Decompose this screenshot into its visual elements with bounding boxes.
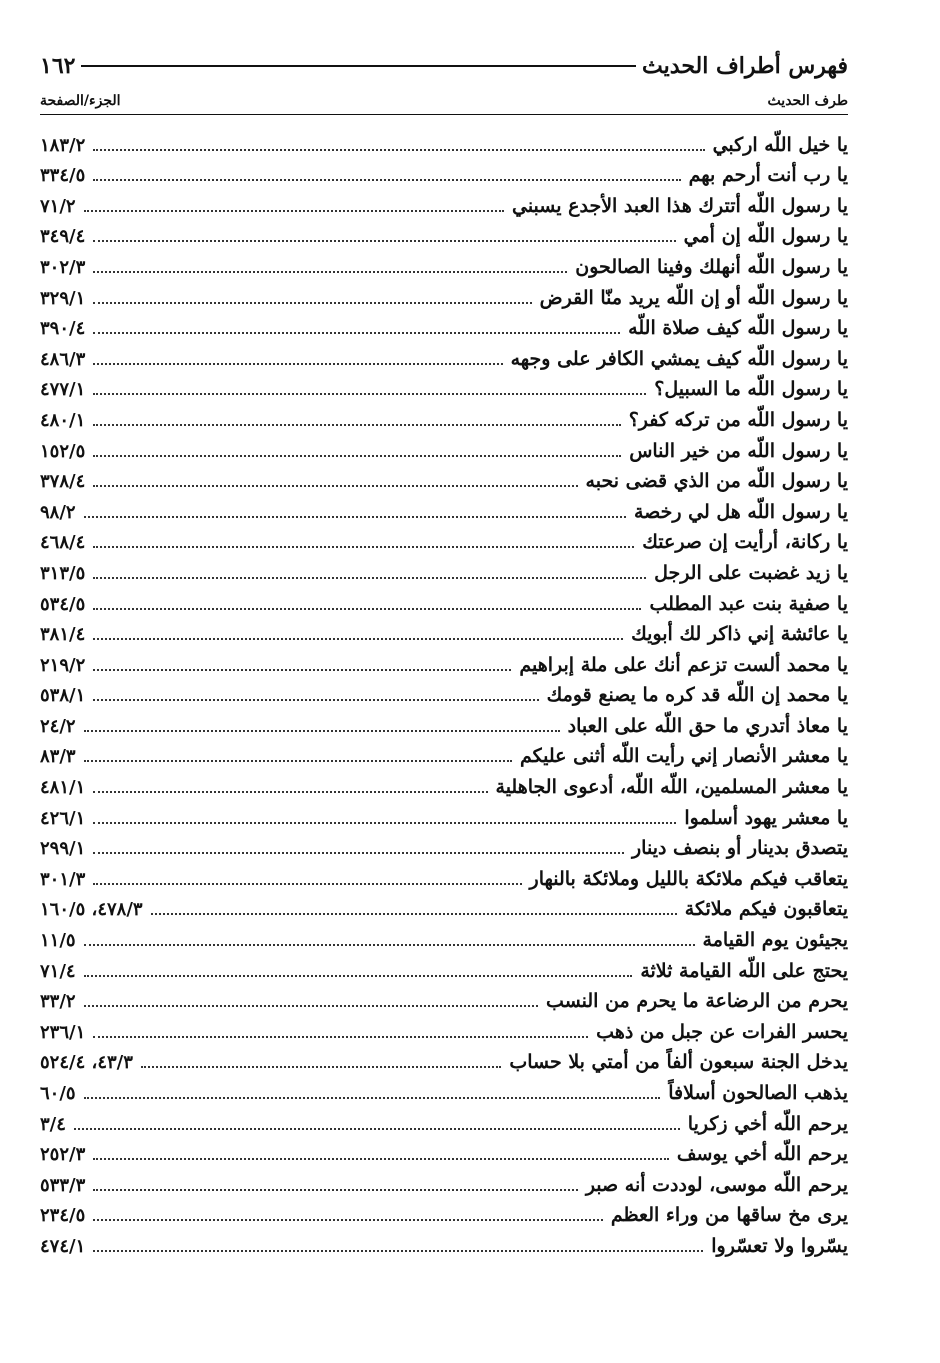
column-label-volume-page: الجزء/الصفحة [40, 93, 121, 109]
list-item [40, 1014, 848, 1045]
volume-page-ref: ١١/٥ [40, 930, 76, 952]
running-title: فهرس أطراف الحديث [642, 53, 848, 79]
dot-leader [93, 669, 511, 671]
volume-page-ref: ٢٤/٢ [40, 715, 76, 737]
hadith-incipit: يرحم اللّه أخي يوسف [676, 1143, 848, 1166]
hadith-incipit: يا رسول اللّه إن أمي [683, 225, 848, 248]
dot-leader [84, 1097, 661, 1099]
volume-page-ref: ٣١٣/٥ [40, 562, 86, 584]
dot-leader [93, 424, 620, 426]
hadith-incipit: يا معاذ أتدري ما حق اللّه على العباد [567, 714, 848, 737]
hadith-incipit: يا رسول اللّه أو إن اللّه يريد منّا القرض [539, 286, 848, 309]
hadith-incipit: يتعاقبون فيكم ملائكة [684, 898, 848, 921]
dot-leader [93, 852, 624, 854]
dot-leader [93, 883, 521, 885]
hadith-incipit: يا رسول اللّه من الذي قضى نحبه [585, 470, 848, 493]
list-item [40, 219, 848, 250]
volume-page-ref: ٢٥٢/٣ [40, 1144, 86, 1166]
hadith-incipit: يا رب أنت أرحم بهم [688, 164, 848, 187]
dot-leader [93, 302, 531, 304]
hadith-incipit: يدخل الجنة سبعون ألفاً من أمتي بلا حساب [509, 1051, 848, 1074]
list-item [40, 892, 848, 923]
list-item [40, 341, 848, 372]
volume-page-ref: ٢٩٩/١ [40, 838, 86, 860]
dot-leader [93, 240, 675, 242]
dot-leader [93, 149, 704, 151]
volume-page-ref: ٣٤٩/٤ [40, 226, 86, 248]
list-item [40, 831, 848, 862]
volume-page-ref: ٣٠١/٣ [40, 868, 86, 890]
volume-page-ref: ٦٠/٥ [40, 1083, 76, 1104]
dot-leader [151, 913, 677, 915]
hadith-incipit: يا رسول اللّه من خير الناس [629, 439, 848, 462]
list-item [40, 708, 848, 739]
dot-leader [93, 546, 634, 548]
dot-leader [84, 1005, 538, 1007]
hadith-incipit: يحسر الفرات عن جبل من ذهب [596, 1020, 848, 1043]
dot-leader [93, 485, 577, 487]
volume-page-ref: ١٨٣/٢ [40, 134, 86, 156]
dot-leader [84, 730, 560, 732]
dot-leader [93, 1158, 669, 1160]
volume-page-ref: ٣/٤ [40, 1113, 66, 1135]
list-item [40, 555, 848, 586]
page-number: ١٦٢ [40, 53, 76, 79]
volume-page-ref: ٧١/٢ [40, 195, 76, 217]
hadith-incipit: يرحم اللّه أخي زكريا [687, 1112, 848, 1135]
volume-page-ref: ٤٨٦/٣ [40, 348, 86, 370]
hadith-incipit: يا رسول اللّه أنهلك وفينا الصالحون [575, 255, 848, 278]
hadith-incipit: يا رسول اللّه ما السبيل؟ [654, 378, 848, 401]
dot-leader [93, 608, 641, 610]
list-item [40, 1167, 848, 1198]
volume-page-ref: ٣٩٠/٤ [40, 318, 86, 340]
column-heading [40, 88, 848, 115]
hadith-incipit: يتصدق بدينار أو بنصف دينار [632, 837, 848, 860]
hadith-incipit: يا عائشة إني ذاكر لك أبويك [631, 623, 848, 646]
column-label-hadith: طرف الحديث [767, 93, 848, 109]
volume-page-ref: ٤٦٨/٤ [40, 532, 86, 554]
dot-leader [84, 516, 626, 518]
volume-page-ref: ٣٣٤/٥ [40, 165, 86, 187]
hadith-incipit: يجيئون يوم القيامة [702, 929, 848, 952]
list-item [40, 1106, 848, 1137]
list-item [40, 984, 848, 1015]
volume-page-ref: ٤٢٦/١ [40, 807, 86, 829]
list-item [40, 464, 848, 495]
list-item [40, 494, 848, 525]
list-item [40, 372, 848, 403]
list-item [40, 158, 848, 189]
dot-leader [93, 271, 567, 273]
volume-page-ref: ٣٢٩/١ [40, 287, 86, 309]
header-rule [81, 65, 636, 67]
hadith-incipit: يا رسول اللّه كيف صلاة اللّه [628, 317, 848, 340]
dot-leader [93, 1250, 703, 1252]
list-item [40, 647, 848, 678]
volume-page-ref: ٤٣/٣، ٥٢٤/٤ [40, 1052, 133, 1074]
dot-leader [93, 699, 538, 701]
volume-page-ref: ٣٧٨/٤ [40, 471, 86, 493]
volume-page-ref: ٥٣٣/٣ [40, 1174, 86, 1196]
hadith-incipit: يا رسول اللّه من تركه كفر؟ [628, 408, 848, 431]
hadith-incipit: يرحم اللّه موسى، لوددت أنه صبر [585, 1173, 848, 1196]
dot-leader [93, 577, 646, 579]
volume-page-ref: ٢٣٦/١ [40, 1021, 86, 1043]
hadith-incipit: يحتج على اللّه القيامة ثلاثة [640, 959, 848, 982]
dot-leader [141, 1066, 501, 1068]
dot-leader [93, 1036, 588, 1038]
volume-page-ref: ٤٨٠/١ [40, 409, 86, 431]
list-item [40, 188, 848, 219]
volume-page-ref: ٢٣٤/٥ [40, 1205, 86, 1227]
volume-page-ref: ٣٣/٢ [40, 991, 76, 1013]
dot-leader [93, 638, 623, 640]
dot-leader [84, 944, 695, 946]
hadith-incipit: يا زيد غضبت على الرجل [654, 561, 848, 584]
hadith-incipit: يا معشر يهود أسلموا [684, 806, 848, 829]
dot-leader [74, 1128, 680, 1130]
volume-page-ref: ٤٧٨/٣، ١٦٠/٥ [40, 899, 143, 921]
list-item [40, 678, 848, 709]
list-item [40, 433, 848, 464]
dot-leader [93, 791, 487, 793]
volume-page-ref: ١٥٢/٥ [40, 440, 86, 462]
list-item [40, 127, 848, 158]
volume-page-ref: ٧١/٤ [40, 960, 76, 982]
hadith-incipit: يا رسول اللّه كيف يمشي الكافر على وجهه [510, 347, 848, 370]
hadith-incipit: يا معشر المسلمين، اللّه اللّه، أدعوى الجاهلية [495, 776, 848, 799]
hadith-incipit: يسّروا ولا تعسّروا [711, 1234, 848, 1257]
list-item [40, 1137, 848, 1168]
volume-page-ref: ٨٣/٣ [40, 746, 76, 768]
hadith-incipit: يا رسول اللّه هل لي رخصة [633, 500, 848, 523]
hadith-incipit: يذهب الصالحون أسلافاً [668, 1082, 848, 1104]
dot-leader [93, 363, 502, 365]
dot-leader [93, 822, 676, 824]
volume-page-ref: ٣٨١/٤ [40, 624, 86, 646]
list-item [40, 800, 848, 831]
hadith-incipit: يا محمد ألست تزعم أنك على ملة إبراهيم [519, 653, 848, 676]
list-item [40, 1045, 848, 1076]
dot-leader [84, 975, 633, 977]
dot-leader [93, 393, 646, 395]
dot-leader [93, 1219, 603, 1221]
hadith-index-list [40, 127, 848, 1259]
list-item [40, 280, 848, 311]
volume-page-ref: ٥٣٤/٥ [40, 593, 86, 615]
list-item [40, 953, 848, 984]
list-item [40, 249, 848, 280]
dot-leader [84, 210, 504, 212]
hadith-incipit: يا رسول اللّه أتترك هذا العبد الأجدع يسبني [511, 194, 848, 217]
hadith-incipit: يرى مخ ساقها من وراء العظم [610, 1204, 848, 1227]
list-item [40, 586, 848, 617]
dot-leader [93, 179, 680, 181]
volume-page-ref: ٣٠٢/٣ [40, 256, 86, 278]
volume-page-ref: ٤٨١/١ [40, 777, 86, 799]
running-header [40, 50, 848, 82]
hadith-incipit: يا معشر الأنصار إني رأيت اللّه أثنى عليكم [520, 745, 848, 768]
hadith-incipit: يا صفية بنت عبد المطلب [649, 592, 848, 615]
list-item [40, 402, 848, 433]
hadith-incipit: يحرم من الرضاعة ما يحرم من النسب [546, 990, 848, 1013]
dot-leader [93, 1189, 578, 1191]
list-item [40, 769, 848, 800]
volume-page-ref: ٢١٩/٢ [40, 654, 86, 676]
list-item [40, 922, 848, 953]
list-item [40, 1198, 848, 1229]
list-item [40, 525, 848, 556]
list-item [40, 1075, 848, 1106]
hadith-incipit: يا ركانة، أرأيت إن صرعتك [642, 531, 848, 554]
volume-page-ref: ٩٨/٢ [40, 501, 76, 523]
list-item [40, 861, 848, 892]
dot-leader [93, 455, 621, 457]
list-item [40, 617, 848, 648]
volume-page-ref: ٥٣٨/١ [40, 685, 86, 707]
dot-leader [84, 760, 512, 762]
volume-page-ref: ٤٧٤/١ [40, 1235, 86, 1257]
hadith-incipit: يتعاقب فيكم ملائكة بالليل وملائكة بالنهار [529, 867, 848, 890]
dot-leader [93, 332, 620, 334]
volume-page-ref: ٤٧٧/١ [40, 379, 86, 401]
list-item [40, 311, 848, 342]
hadith-incipit: يا محمد إن اللّه قد كره ما يصنع قومك [546, 684, 848, 707]
list-item [40, 1228, 848, 1259]
hadith-incipit: يا خيل اللّه اركبي [712, 133, 848, 156]
list-item [40, 739, 848, 770]
